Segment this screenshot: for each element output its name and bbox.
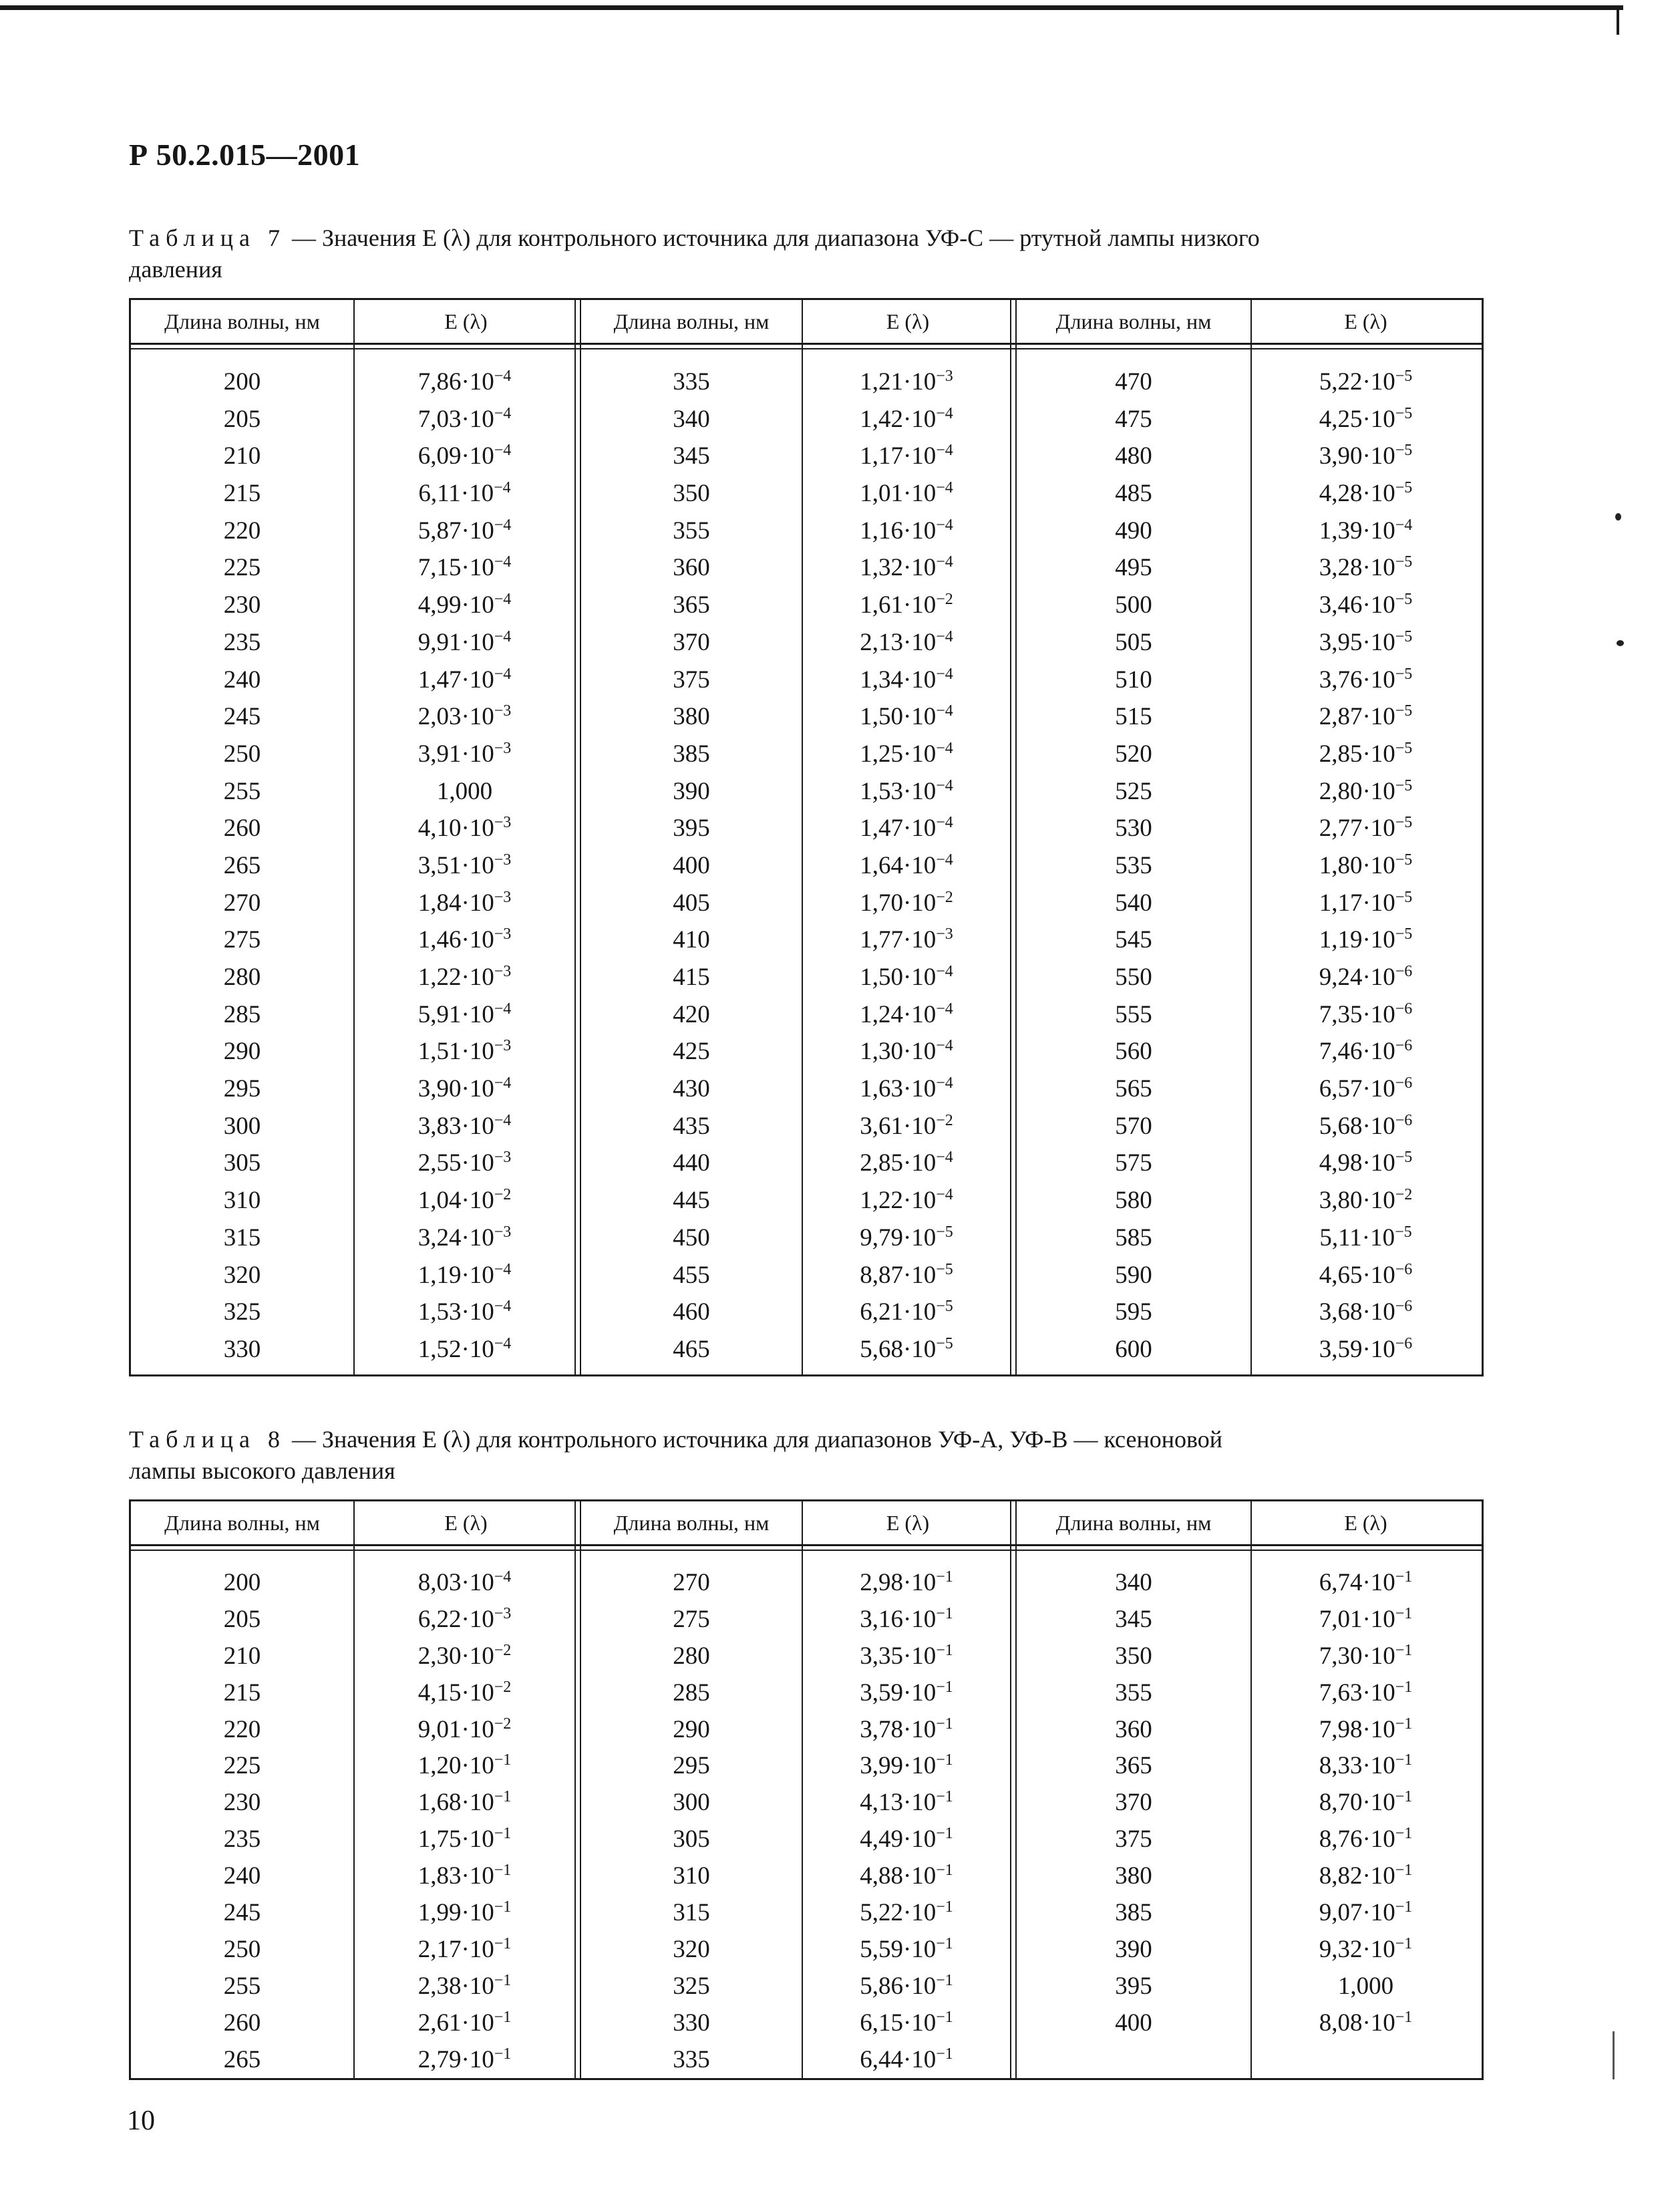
- table7-value-column-3: [1252, 363, 1480, 1368]
- wavelength-cell: 240: [223, 666, 261, 694]
- value-cell: $8,82\cdot 10^{-1}$: [1319, 1862, 1413, 1890]
- wavelength-cell: 485: [1115, 480, 1152, 508]
- wavelength-cell: 565: [1115, 1075, 1152, 1103]
- wavelength-cell: 370: [1115, 1789, 1152, 1817]
- wavelength-cell: 470: [1115, 368, 1152, 396]
- wavelength-cell: 345: [1115, 1605, 1152, 1633]
- group-divider: [1010, 1501, 1017, 2078]
- value-cell: $1,17\cdot 10^{-4}$: [860, 442, 953, 470]
- scan-speck: [1617, 640, 1624, 646]
- wavelength-cell: 540: [1115, 889, 1152, 917]
- wavelength-cell: 245: [223, 1899, 261, 1927]
- value-cell: $1,42\cdot 10^{-4}$: [860, 404, 953, 433]
- value-cell: $5,86\cdot 10^{-1}$: [860, 1971, 953, 2000]
- value-cell: $3,99\cdot 10^{-1}$: [860, 1751, 953, 1780]
- value-cell: $5,22\cdot 10^{-5}$: [1319, 368, 1413, 396]
- wavelength-cell: 590: [1115, 1261, 1152, 1289]
- wavelength-cell: 275: [673, 1605, 710, 1633]
- table7-caption-text: — Значения E (λ) для контрольного источника для диапазона УФ-С — ртутной лампы низкого: [285, 225, 1260, 251]
- table7-wavelength-column-1: [131, 363, 353, 1368]
- top-rule: [0, 5, 1623, 10]
- wavelength-cell: 455: [673, 1261, 710, 1289]
- value-cell: $3,59\cdot 10^{-1}$: [860, 1678, 953, 1707]
- group-divider: [574, 300, 581, 1374]
- value-cell: $5,68\cdot 10^{-6}$: [1319, 1111, 1413, 1140]
- table7-header-wavelength-2: Длина волны, нм: [613, 309, 770, 333]
- table8-value-column-2: [803, 1565, 1010, 2078]
- value-cell: $1,80\cdot 10^{-5}$: [1319, 851, 1413, 879]
- value-cell: $3,46\cdot 10^{-5}$: [1319, 591, 1413, 619]
- table8-header-wavelength-2: Длина волны, нм: [613, 1511, 770, 1535]
- document-code: Р 50.2.015—2001: [129, 138, 361, 172]
- value-cell: $4,99\cdot 10^{-4}$: [417, 591, 512, 619]
- value-cell: $1,70\cdot 10^{-2}$: [860, 888, 953, 917]
- table7-wavelength-column-3: [1017, 363, 1250, 1368]
- wavelength-cell: 465: [673, 1335, 710, 1363]
- value-cell: $2,87\cdot 10^{-5}$: [1319, 702, 1413, 731]
- table7-header-wavelength-1: Длина волны, нм: [164, 309, 320, 333]
- wavelength-cell: 390: [673, 777, 710, 805]
- value-cell: $2,77\cdot 10^{-5}$: [1319, 814, 1413, 843]
- value-cell: $1,30\cdot 10^{-4}$: [860, 1037, 953, 1066]
- value-cell: $4,49\cdot 10^{-1}$: [860, 1825, 953, 1854]
- value-cell: $5,22\cdot 10^{-1}$: [860, 1898, 953, 1927]
- wavelength-cell: 290: [223, 1038, 261, 1066]
- wavelength-cell: 490: [1115, 517, 1152, 545]
- table8-header-value-2: E (λ): [886, 1511, 930, 1535]
- value-cell: $2,85\cdot 10^{-4}$: [860, 1149, 953, 1177]
- value-cell: $3,83\cdot 10^{-4}$: [417, 1111, 512, 1140]
- value-cell: $1,16\cdot 10^{-4}$: [860, 516, 953, 545]
- value-cell: $2,85\cdot 10^{-5}$: [1319, 739, 1413, 768]
- wavelength-cell: 340: [673, 405, 710, 433]
- value-cell: $9,01\cdot 10^{-2}$: [417, 1715, 512, 1743]
- wavelength-cell: 495: [1115, 554, 1152, 582]
- group-divider: [1010, 300, 1017, 1374]
- wavelength-cell: 235: [223, 628, 261, 656]
- value-cell: $5,87\cdot 10^{-4}$: [417, 516, 512, 545]
- value-cell: $1,47\cdot 10^{-4}$: [417, 665, 512, 694]
- wavelength-cell: 350: [673, 480, 710, 508]
- wavelength-cell: 400: [1115, 2009, 1152, 2037]
- value-cell: $1,25\cdot 10^{-4}$: [860, 739, 953, 768]
- value-cell: $7,01\cdot 10^{-1}$: [1319, 1604, 1413, 1633]
- value-cell: $1,46\cdot 10^{-3}$: [417, 925, 512, 954]
- value-cell: $1,01\cdot 10^{-4}$: [860, 479, 953, 508]
- table8-caption-text: — Значения E (λ) для контрольного источника для диапазонов УФ-А, УФ-В — ксеноновой: [285, 1426, 1222, 1453]
- scan-speck: [1615, 513, 1621, 521]
- value-cell: $8,76\cdot 10^{-1}$: [1319, 1825, 1413, 1854]
- wavelength-cell: 570: [1115, 1112, 1152, 1140]
- wavelength-cell: 250: [223, 1935, 261, 1963]
- value-cell: 1,000: [436, 777, 493, 805]
- value-cell: $1,22\cdot 10^{-3}$: [417, 963, 512, 991]
- value-cell: $6,09\cdot 10^{-4}$: [417, 442, 512, 470]
- value-cell: $2,38\cdot 10^{-1}$: [417, 1971, 512, 2000]
- wavelength-cell: 350: [1115, 1642, 1152, 1670]
- value-cell: $3,51\cdot 10^{-3}$: [417, 851, 512, 879]
- value-cell: $6,11\cdot 10^{-4}$: [418, 479, 511, 508]
- wavelength-cell: 260: [223, 815, 261, 843]
- wavelength-cell: 230: [223, 591, 261, 619]
- value-cell: $3,76\cdot 10^{-5}$: [1319, 665, 1413, 694]
- value-cell: $1,47\cdot 10^{-4}$: [860, 814, 953, 843]
- value-cell: $8,08\cdot 10^{-1}$: [1319, 2008, 1413, 2037]
- value-cell: $2,61\cdot 10^{-1}$: [417, 2008, 512, 2037]
- value-cell: $1,64\cdot 10^{-4}$: [860, 851, 953, 879]
- value-cell: $5,91\cdot 10^{-4}$: [417, 1000, 512, 1028]
- wavelength-cell: 300: [673, 1789, 710, 1817]
- value-cell: $5,68\cdot 10^{-5}$: [860, 1334, 953, 1363]
- wavelength-cell: 380: [673, 703, 710, 731]
- value-cell: $4,15\cdot 10^{-2}$: [417, 1678, 512, 1707]
- wavelength-cell: 575: [1115, 1149, 1152, 1177]
- wavelength-cell: 330: [673, 2009, 710, 2037]
- value-cell: $7,03\cdot 10^{-4}$: [417, 404, 512, 433]
- wavelength-cell: 335: [673, 368, 710, 396]
- wavelength-cell: 440: [673, 1149, 710, 1177]
- wavelength-cell: 335: [673, 2045, 710, 2073]
- table7-caption: [129, 223, 1480, 285]
- value-cell: $1,50\cdot 10^{-4}$: [860, 702, 953, 731]
- wavelength-cell: 560: [1115, 1038, 1152, 1066]
- wavelength-cell: 285: [223, 1000, 261, 1028]
- table7-value-column-2: [803, 363, 1010, 1368]
- wavelength-cell: 425: [673, 1038, 710, 1066]
- value-cell: $1,21\cdot 10^{-3}$: [860, 368, 953, 396]
- table7-header-value-1: E (λ): [444, 309, 488, 333]
- wavelength-cell: 400: [673, 851, 710, 879]
- wavelength-cell: 395: [1115, 1972, 1152, 2000]
- value-cell: $3,80\cdot 10^{-2}$: [1319, 1186, 1413, 1215]
- wavelength-cell: 320: [223, 1261, 261, 1289]
- value-cell: $1,63\cdot 10^{-4}$: [860, 1074, 953, 1103]
- value-cell: $4,65\cdot 10^{-6}$: [1319, 1260, 1413, 1289]
- wavelength-cell: 385: [1115, 1899, 1152, 1927]
- wavelength-cell: 205: [223, 1605, 261, 1633]
- wavelength-cell: 550: [1115, 964, 1152, 991]
- value-cell: $1,24\cdot 10^{-4}$: [860, 1000, 953, 1028]
- wavelength-cell: 245: [223, 703, 261, 731]
- wavelength-cell: 325: [223, 1298, 261, 1326]
- value-cell: $1,50\cdot 10^{-4}$: [860, 963, 953, 991]
- table7-wavelength-column-2: [581, 363, 802, 1368]
- table7-value-column-1: [355, 363, 574, 1368]
- table8-caption-line2: лампы высокого давления: [129, 1457, 395, 1484]
- value-cell: $2,17\cdot 10^{-1}$: [417, 1934, 512, 1963]
- value-cell: $3,90\cdot 10^{-5}$: [1319, 442, 1413, 470]
- wavelength-cell: 255: [223, 777, 261, 805]
- value-cell: $1,53\cdot 10^{-4}$: [860, 776, 953, 805]
- value-cell: $1,61\cdot 10^{-2}$: [860, 591, 953, 619]
- value-cell: $4,10\cdot 10^{-3}$: [417, 814, 512, 843]
- value-cell: $2,13\cdot 10^{-4}$: [860, 627, 953, 656]
- value-cell: $1,99\cdot 10^{-1}$: [417, 1898, 512, 1927]
- value-cell: $7,30\cdot 10^{-1}$: [1319, 1641, 1413, 1670]
- wavelength-cell: 315: [673, 1899, 710, 1927]
- wavelength-cell: 240: [223, 1862, 261, 1890]
- wavelength-cell: 340: [1115, 1569, 1152, 1596]
- wavelength-cell: 295: [673, 1752, 710, 1780]
- wavelength-cell: 360: [1115, 1715, 1152, 1743]
- value-cell: $3,24\cdot 10^{-3}$: [417, 1223, 512, 1252]
- value-cell: $1,75\cdot 10^{-1}$: [417, 1825, 512, 1854]
- value-cell: $1,04\cdot 10^{-2}$: [417, 1186, 512, 1215]
- wavelength-cell: 410: [673, 926, 710, 954]
- wavelength-cell: 280: [673, 1642, 710, 1670]
- value-cell: $6,44\cdot 10^{-1}$: [860, 2045, 953, 2073]
- value-cell: $7,63\cdot 10^{-1}$: [1319, 1678, 1413, 1707]
- value-cell: $1,84\cdot 10^{-3}$: [417, 888, 512, 917]
- wavelength-cell: 220: [223, 517, 261, 545]
- wavelength-cell: 285: [673, 1678, 710, 1707]
- value-cell: $9,24\cdot 10^{-6}$: [1319, 963, 1413, 991]
- value-cell: $4,88\cdot 10^{-1}$: [860, 1862, 953, 1890]
- value-cell: $9,07\cdot 10^{-1}$: [1319, 1898, 1413, 1927]
- value-cell: $2,30\cdot 10^{-2}$: [417, 1641, 512, 1670]
- value-cell: $7,15\cdot 10^{-4}$: [417, 553, 512, 582]
- wavelength-cell: 215: [223, 480, 261, 508]
- value-cell: $3,35\cdot 10^{-1}$: [860, 1641, 953, 1670]
- wavelength-cell: 525: [1115, 777, 1152, 805]
- value-cell: $3,16\cdot 10^{-1}$: [860, 1604, 953, 1633]
- wavelength-cell: 330: [223, 1335, 261, 1363]
- wavelength-cell: 280: [223, 964, 261, 991]
- wavelength-cell: 520: [1115, 740, 1152, 768]
- wavelength-cell: 250: [223, 740, 261, 768]
- value-cell: $1,52\cdot 10^{-4}$: [417, 1334, 512, 1363]
- wavelength-cell: 325: [673, 1972, 710, 2000]
- value-cell: $4,25\cdot 10^{-5}$: [1319, 404, 1413, 433]
- wavelength-cell: 515: [1115, 703, 1152, 731]
- wavelength-cell: 320: [673, 1935, 710, 1963]
- value-cell: $6,21\cdot 10^{-5}$: [860, 1298, 953, 1326]
- value-cell: $1,20\cdot 10^{-1}$: [417, 1751, 512, 1780]
- table8-header-value-3: E (λ): [1344, 1511, 1387, 1535]
- wavelength-cell: 270: [223, 889, 261, 917]
- value-cell: $3,59\cdot 10^{-6}$: [1319, 1334, 1413, 1363]
- wavelength-cell: 585: [1115, 1223, 1152, 1252]
- value-cell: $1,19\cdot 10^{-4}$: [417, 1260, 512, 1289]
- wavelength-cell: 510: [1115, 666, 1152, 694]
- value-cell: $3,90\cdot 10^{-4}$: [417, 1074, 512, 1103]
- wavelength-cell: 205: [223, 405, 261, 433]
- value-cell: $1,19\cdot 10^{-5}$: [1319, 925, 1413, 954]
- table7-caption-line2: давления: [129, 256, 222, 283]
- wavelength-cell: 505: [1115, 628, 1152, 656]
- wavelength-cell: 420: [673, 1000, 710, 1028]
- value-cell: $8,03\cdot 10^{-4}$: [417, 1568, 512, 1596]
- wavelength-cell: 310: [673, 1862, 710, 1890]
- value-cell: $2,98\cdot 10^{-1}$: [860, 1568, 953, 1596]
- wavelength-cell: 405: [673, 889, 710, 917]
- value-cell: $1,53\cdot 10^{-4}$: [417, 1298, 512, 1326]
- wavelength-cell: 210: [223, 442, 261, 470]
- wavelength-cell: 200: [223, 1569, 261, 1596]
- value-cell: $7,46\cdot 10^{-6}$: [1319, 1037, 1413, 1066]
- wavelength-cell: 415: [673, 964, 710, 991]
- wavelength-cell: 270: [673, 1569, 710, 1596]
- wavelength-cell: 535: [1115, 851, 1152, 879]
- wavelength-cell: 385: [673, 740, 710, 768]
- wavelength-cell: 255: [223, 1972, 261, 2000]
- value-cell: $8,70\cdot 10^{-1}$: [1319, 1788, 1413, 1817]
- wavelength-cell: 380: [1115, 1862, 1152, 1890]
- wavelength-cell: 435: [673, 1112, 710, 1140]
- value-cell: $9,32\cdot 10^{-1}$: [1319, 1934, 1413, 1963]
- value-cell: $2,03\cdot 10^{-3}$: [417, 702, 512, 731]
- value-cell: $9,79\cdot 10^{-5}$: [860, 1223, 953, 1252]
- table8-label: Таблица 8: [129, 1426, 286, 1453]
- value-cell: $1,77\cdot 10^{-3}$: [860, 925, 953, 954]
- value-cell: $3,91\cdot 10^{-3}$: [417, 739, 512, 768]
- table8-header-wavelength-3: Длина волны, нм: [1055, 1511, 1212, 1535]
- wavelength-cell: 345: [673, 442, 710, 470]
- wavelength-cell: 430: [673, 1075, 710, 1103]
- wavelength-cell: 265: [223, 2045, 261, 2073]
- value-cell: $1,39\cdot 10^{-4}$: [1319, 516, 1413, 545]
- table8-header-wavelength-1: Длина волны, нм: [164, 1511, 320, 1535]
- value-cell: $9,91\cdot 10^{-4}$: [417, 627, 512, 656]
- value-cell: $6,57\cdot 10^{-6}$: [1319, 1074, 1413, 1103]
- scan-mark: [1613, 2031, 1615, 2079]
- table8-wavelength-column-3: [1017, 1565, 1250, 2042]
- value-cell: $5,11\cdot 10^{-5}$: [1319, 1223, 1412, 1252]
- wavelength-cell: 545: [1115, 926, 1152, 954]
- wavelength-cell: 555: [1115, 1000, 1152, 1028]
- table7-header-value-2: E (λ): [886, 309, 930, 333]
- wavelength-cell: 365: [673, 591, 710, 619]
- wavelength-cell: 445: [673, 1187, 710, 1215]
- value-cell: $2,55\cdot 10^{-3}$: [417, 1149, 512, 1177]
- value-cell: $1,34\cdot 10^{-4}$: [860, 665, 953, 694]
- value-cell: $1,32\cdot 10^{-4}$: [860, 553, 953, 582]
- wavelength-cell: 460: [673, 1298, 710, 1326]
- wavelength-cell: 500: [1115, 591, 1152, 619]
- table8-wavelength-column-1: [131, 1565, 353, 2078]
- wavelength-cell: 360: [673, 554, 710, 582]
- value-cell: $3,28\cdot 10^{-5}$: [1319, 553, 1413, 582]
- table8-header-value-1: E (λ): [444, 1511, 488, 1535]
- value-cell: $6,22\cdot 10^{-3}$: [417, 1604, 512, 1633]
- wavelength-cell: 265: [223, 851, 261, 879]
- table8-wavelength-column-2: [581, 1565, 802, 2078]
- value-cell: $8,87\cdot 10^{-5}$: [860, 1260, 953, 1289]
- wavelength-cell: 370: [673, 628, 710, 656]
- wavelength-cell: 390: [1115, 1935, 1152, 1963]
- wavelength-cell: 310: [223, 1187, 261, 1215]
- value-cell: $6,15\cdot 10^{-1}$: [860, 2008, 953, 2037]
- wavelength-cell: 200: [223, 368, 261, 396]
- value-cell: $6,74\cdot 10^{-1}$: [1319, 1568, 1413, 1596]
- table7-label: Таблица 7: [129, 225, 286, 251]
- wavelength-cell: 230: [223, 1789, 261, 1817]
- value-cell: $1,83\cdot 10^{-1}$: [417, 1862, 512, 1890]
- wavelength-cell: 595: [1115, 1298, 1152, 1326]
- value-cell: $1,22\cdot 10^{-4}$: [860, 1186, 953, 1215]
- value-cell: $1,51\cdot 10^{-3}$: [417, 1037, 512, 1066]
- table8-caption: [129, 1424, 1480, 1487]
- wavelength-cell: 215: [223, 1678, 261, 1707]
- value-cell: 1,000: [1337, 1972, 1394, 2000]
- table7: [129, 298, 1484, 1376]
- table7-header-value-3: E (λ): [1344, 309, 1387, 333]
- value-cell: $2,80\cdot 10^{-5}$: [1319, 776, 1413, 805]
- value-cell: $7,98\cdot 10^{-1}$: [1319, 1715, 1413, 1743]
- wavelength-cell: 290: [673, 1715, 710, 1743]
- table7-header-wavelength-3: Длина волны, нм: [1055, 309, 1212, 333]
- wavelength-cell: 305: [673, 1825, 710, 1854]
- value-cell: $1,17\cdot 10^{-5}$: [1319, 888, 1413, 917]
- table8: [129, 1499, 1484, 2080]
- wavelength-cell: 355: [1115, 1678, 1152, 1707]
- wavelength-cell: 580: [1115, 1187, 1152, 1215]
- wavelength-cell: 210: [223, 1642, 261, 1670]
- wavelength-cell: 300: [223, 1112, 261, 1140]
- wavelength-cell: 480: [1115, 442, 1152, 470]
- wavelength-cell: 275: [223, 926, 261, 954]
- value-cell: $3,68\cdot 10^{-6}$: [1319, 1298, 1413, 1326]
- wavelength-cell: 365: [1115, 1752, 1152, 1780]
- value-cell: $3,78\cdot 10^{-1}$: [860, 1715, 953, 1743]
- wavelength-cell: 375: [1115, 1825, 1152, 1854]
- group-divider: [574, 1501, 581, 2078]
- wavelength-cell: 315: [223, 1223, 261, 1252]
- top-rule-tail: [1617, 9, 1619, 35]
- value-cell: $7,86\cdot 10^{-4}$: [417, 368, 512, 396]
- value-cell: $5,59\cdot 10^{-1}$: [860, 1934, 953, 1963]
- value-cell: $3,95\cdot 10^{-5}$: [1319, 627, 1413, 656]
- wavelength-cell: 475: [1115, 405, 1152, 433]
- value-cell: $4,28\cdot 10^{-5}$: [1319, 479, 1413, 508]
- value-cell: $1,68\cdot 10^{-1}$: [417, 1788, 512, 1817]
- value-cell: $4,13\cdot 10^{-1}$: [860, 1788, 953, 1817]
- value-cell: $3,61\cdot 10^{-2}$: [860, 1111, 953, 1140]
- table8-value-column-3: [1252, 1565, 1480, 2042]
- wavelength-cell: 355: [673, 517, 710, 545]
- wavelength-cell: 260: [223, 2009, 261, 2037]
- table8-value-column-1: [355, 1565, 574, 2078]
- wavelength-cell: 450: [673, 1223, 710, 1252]
- page-number: 10: [127, 2105, 155, 2136]
- value-cell: $7,35\cdot 10^{-6}$: [1319, 1000, 1413, 1028]
- wavelength-cell: 220: [223, 1715, 261, 1743]
- value-cell: $8,33\cdot 10^{-1}$: [1319, 1751, 1413, 1780]
- value-cell: $2,79\cdot 10^{-1}$: [417, 2045, 512, 2073]
- wavelength-cell: 305: [223, 1149, 261, 1177]
- wavelength-cell: 600: [1115, 1335, 1152, 1363]
- value-cell: $4,98\cdot 10^{-5}$: [1319, 1149, 1413, 1177]
- wavelength-cell: 225: [223, 554, 261, 582]
- wavelength-cell: 225: [223, 1752, 261, 1780]
- wavelength-cell: 395: [673, 815, 710, 843]
- wavelength-cell: 235: [223, 1825, 261, 1854]
- wavelength-cell: 295: [223, 1075, 261, 1103]
- wavelength-cell: 530: [1115, 815, 1152, 843]
- wavelength-cell: 375: [673, 666, 710, 694]
